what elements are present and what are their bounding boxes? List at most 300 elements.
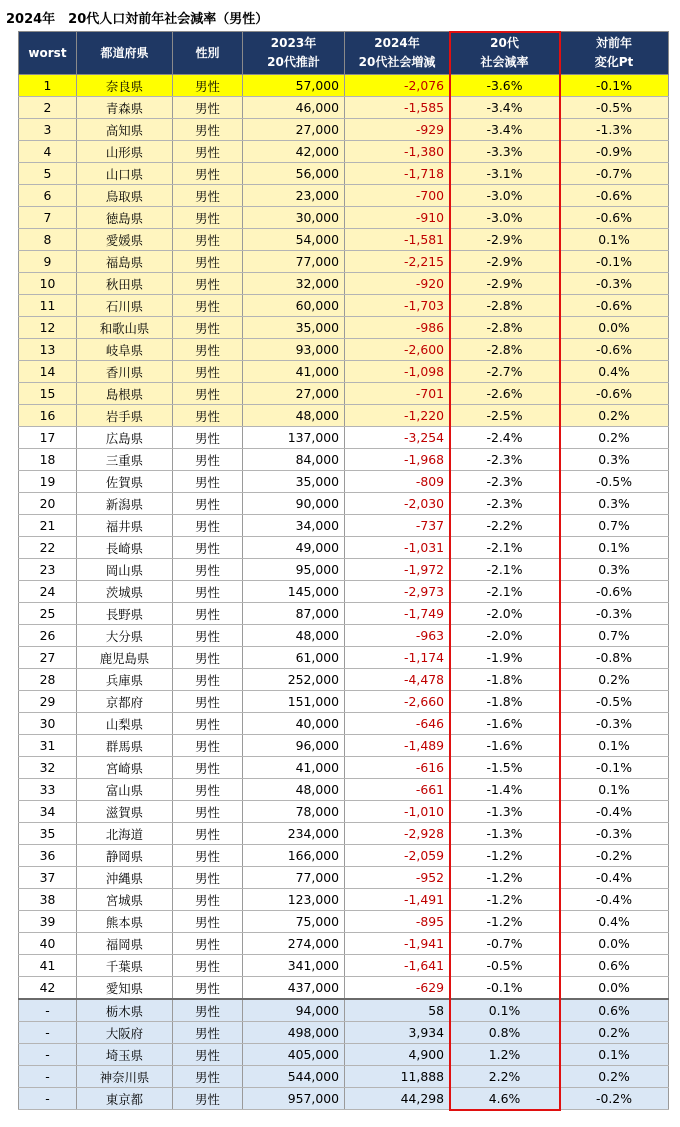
population-cell: 166,000 <box>243 845 345 867</box>
social-change-cell: -737 <box>345 515 450 537</box>
yoy-change-cell: 0.3% <box>560 493 669 515</box>
rate-cell: -2.5% <box>450 405 560 427</box>
prefecture-cell: 神奈川県 <box>77 1066 173 1088</box>
prefecture-cell: 山口県 <box>77 163 173 185</box>
sex-cell: 男性 <box>173 1044 243 1066</box>
rank-cell: - <box>19 1022 77 1044</box>
yoy-change-cell: -0.5% <box>560 471 669 493</box>
prefecture-cell: 群馬県 <box>77 735 173 757</box>
table-row <box>19 977 669 1000</box>
table-row <box>19 845 669 867</box>
rate-cell: -1.3% <box>450 823 560 845</box>
social-change-cell: -2,215 <box>345 251 450 273</box>
social-decrease-table <box>18 31 669 1110</box>
yoy-change-cell: 0.0% <box>560 977 669 1000</box>
table-row <box>19 1044 669 1066</box>
population-cell: 94,000 <box>243 999 345 1022</box>
population-cell: 437,000 <box>243 977 345 1000</box>
rate-cell: -2.1% <box>450 559 560 581</box>
social-change-cell: -1,174 <box>345 647 450 669</box>
rank-cell: 23 <box>19 559 77 581</box>
page-title: 2024年 20代人口対前年社会減率（男性） <box>6 12 269 27</box>
rank-cell: 24 <box>19 581 77 603</box>
population-cell: 87,000 <box>243 603 345 625</box>
prefecture-cell: 兵庫県 <box>77 669 173 691</box>
table-row <box>19 757 669 779</box>
col-header-rank: worst <box>19 32 77 75</box>
rank-cell: 22 <box>19 537 77 559</box>
yoy-change-cell: 0.6% <box>560 999 669 1022</box>
yoy-change-cell: 0.2% <box>560 405 669 427</box>
social-change-cell: -616 <box>345 757 450 779</box>
rate-cell: -2.1% <box>450 581 560 603</box>
rate-cell: -1.3% <box>450 801 560 823</box>
prefecture-cell: 宮城県 <box>77 889 173 911</box>
sex-cell: 男性 <box>173 515 243 537</box>
yoy-change-cell: -1.3% <box>560 119 669 141</box>
yoy-change-cell: 0.2% <box>560 1066 669 1088</box>
population-cell: 27,000 <box>243 383 345 405</box>
yoy-change-cell: -0.1% <box>560 75 669 97</box>
rate-cell: -1.6% <box>450 735 560 757</box>
social-change-cell: -700 <box>345 185 450 207</box>
social-change-cell: -1,098 <box>345 361 450 383</box>
yoy-change-cell: 0.2% <box>560 427 669 449</box>
prefecture-cell: 石川県 <box>77 295 173 317</box>
yoy-change-cell: -0.3% <box>560 823 669 845</box>
sex-cell: 男性 <box>173 1066 243 1088</box>
prefecture-cell: 鳥取県 <box>77 185 173 207</box>
social-change-cell: -646 <box>345 713 450 735</box>
table-row <box>19 955 669 977</box>
rank-cell: 30 <box>19 713 77 735</box>
social-change-cell: -4,478 <box>345 669 450 691</box>
table-row <box>19 185 669 207</box>
table-row <box>19 471 669 493</box>
rate-cell: -0.7% <box>450 933 560 955</box>
rank-cell: 26 <box>19 625 77 647</box>
rate-cell: -2.8% <box>450 295 560 317</box>
yoy-change-cell: -0.6% <box>560 295 669 317</box>
yoy-change-cell: 0.7% <box>560 625 669 647</box>
social-change-cell: -2,600 <box>345 339 450 361</box>
yoy-change-cell: -0.6% <box>560 339 669 361</box>
yoy-change-cell: -0.5% <box>560 691 669 713</box>
yoy-change-cell: -0.4% <box>560 867 669 889</box>
sex-cell: 男性 <box>173 647 243 669</box>
sex-cell: 男性 <box>173 933 243 955</box>
population-cell: 234,000 <box>243 823 345 845</box>
rank-cell: 19 <box>19 471 77 493</box>
yoy-change-cell: 0.0% <box>560 933 669 955</box>
table-row <box>19 493 669 515</box>
yoy-change-cell: 0.4% <box>560 361 669 383</box>
table-row <box>19 273 669 295</box>
rate-cell: 0.1% <box>450 999 560 1022</box>
sex-cell: 男性 <box>173 141 243 163</box>
population-cell: 56,000 <box>243 163 345 185</box>
population-cell: 84,000 <box>243 449 345 471</box>
prefecture-cell: 山梨県 <box>77 713 173 735</box>
table-row <box>19 405 669 427</box>
rank-cell: 31 <box>19 735 77 757</box>
table-row <box>19 295 669 317</box>
rank-cell: 4 <box>19 141 77 163</box>
rank-cell: 39 <box>19 911 77 933</box>
social-change-cell: -1,010 <box>345 801 450 823</box>
sex-cell: 男性 <box>173 1088 243 1110</box>
rate-cell: -2.1% <box>450 537 560 559</box>
prefecture-cell: 宮崎県 <box>77 757 173 779</box>
population-cell: 151,000 <box>243 691 345 713</box>
population-cell: 90,000 <box>243 493 345 515</box>
prefecture-cell: 長崎県 <box>77 537 173 559</box>
social-change-cell: -701 <box>345 383 450 405</box>
social-change-cell: 44,298 <box>345 1088 450 1110</box>
table-row <box>19 735 669 757</box>
yoy-change-cell: -0.6% <box>560 581 669 603</box>
rate-cell: -3.6% <box>450 75 560 97</box>
prefecture-cell: 千葉県 <box>77 955 173 977</box>
yoy-change-cell: -0.6% <box>560 185 669 207</box>
table-row <box>19 933 669 955</box>
table-row <box>19 229 669 251</box>
population-cell: 252,000 <box>243 669 345 691</box>
population-cell: 41,000 <box>243 361 345 383</box>
yoy-change-cell: 0.1% <box>560 229 669 251</box>
rank-cell: 37 <box>19 867 77 889</box>
rate-cell: -2.3% <box>450 449 560 471</box>
population-cell: 274,000 <box>243 933 345 955</box>
rate-cell: -2.2% <box>450 515 560 537</box>
population-cell: 40,000 <box>243 713 345 735</box>
sex-cell: 男性 <box>173 559 243 581</box>
rank-cell: 7 <box>19 207 77 229</box>
social-change-cell: -1,585 <box>345 97 450 119</box>
population-cell: 42,000 <box>243 141 345 163</box>
table-row <box>19 581 669 603</box>
rate-cell: -1.2% <box>450 911 560 933</box>
prefecture-cell: 福井県 <box>77 515 173 537</box>
sex-cell: 男性 <box>173 185 243 207</box>
yoy-change-cell: 0.2% <box>560 669 669 691</box>
sex-cell: 男性 <box>173 801 243 823</box>
yoy-change-cell: -0.9% <box>560 141 669 163</box>
population-cell: 145,000 <box>243 581 345 603</box>
col-header-sex: 性別 <box>173 32 243 75</box>
rate-cell: -1.4% <box>450 779 560 801</box>
sex-cell: 男性 <box>173 779 243 801</box>
table-row <box>19 1088 669 1110</box>
sex-cell: 男性 <box>173 207 243 229</box>
social-change-cell: -1,941 <box>345 933 450 955</box>
rate-cell: -0.5% <box>450 955 560 977</box>
table-row <box>19 361 669 383</box>
sex-cell: 男性 <box>173 977 243 1000</box>
population-cell: 35,000 <box>243 317 345 339</box>
sex-cell: 男性 <box>173 361 243 383</box>
social-change-cell: -952 <box>345 867 450 889</box>
rank-cell: 2 <box>19 97 77 119</box>
table-row <box>19 1022 669 1044</box>
rate-cell: -1.5% <box>450 757 560 779</box>
social-change-cell: -929 <box>345 119 450 141</box>
yoy-change-cell: 0.1% <box>560 537 669 559</box>
prefecture-cell: 静岡県 <box>77 845 173 867</box>
rate-cell: -2.8% <box>450 339 560 361</box>
prefecture-cell: 奈良県 <box>77 75 173 97</box>
rank-cell: 36 <box>19 845 77 867</box>
social-change-cell: -3,254 <box>345 427 450 449</box>
table-row <box>19 889 669 911</box>
table-row <box>19 779 669 801</box>
sex-cell: 男性 <box>173 867 243 889</box>
table-row <box>19 691 669 713</box>
yoy-change-cell: -0.3% <box>560 273 669 295</box>
table-row <box>19 713 669 735</box>
population-cell: 95,000 <box>243 559 345 581</box>
sex-cell: 男性 <box>173 889 243 911</box>
population-cell: 60,000 <box>243 295 345 317</box>
rank-cell: 12 <box>19 317 77 339</box>
rank-cell: 10 <box>19 273 77 295</box>
social-change-cell: -986 <box>345 317 450 339</box>
rate-cell: -1.2% <box>450 889 560 911</box>
table-row <box>19 559 669 581</box>
sex-cell: 男性 <box>173 251 243 273</box>
sex-cell: 男性 <box>173 493 243 515</box>
sex-cell: 男性 <box>173 669 243 691</box>
sex-cell: 男性 <box>173 955 243 977</box>
social-change-cell: -2,076 <box>345 75 450 97</box>
prefecture-cell: 福島県 <box>77 251 173 273</box>
social-change-cell: -1,220 <box>345 405 450 427</box>
social-change-cell: 58 <box>345 999 450 1022</box>
table-row <box>19 625 669 647</box>
rate-cell: -2.3% <box>450 493 560 515</box>
rate-cell: 2.2% <box>450 1066 560 1088</box>
table-row <box>19 427 669 449</box>
social-change-cell: 4,900 <box>345 1044 450 1066</box>
social-change-cell: -2,973 <box>345 581 450 603</box>
population-cell: 27,000 <box>243 119 345 141</box>
yoy-change-cell: 0.2% <box>560 1022 669 1044</box>
rate-cell: -2.0% <box>450 603 560 625</box>
prefecture-cell: 新潟県 <box>77 493 173 515</box>
prefecture-cell: 岐阜県 <box>77 339 173 361</box>
rank-cell: 28 <box>19 669 77 691</box>
prefecture-cell: 岡山県 <box>77 559 173 581</box>
rank-cell: 6 <box>19 185 77 207</box>
sex-cell: 男性 <box>173 823 243 845</box>
population-cell: 49,000 <box>243 537 345 559</box>
social-change-cell: -910 <box>345 207 450 229</box>
yoy-change-cell: 0.3% <box>560 559 669 581</box>
sex-cell: 男性 <box>173 295 243 317</box>
prefecture-cell: 秋田県 <box>77 273 173 295</box>
social-change-cell: -1,489 <box>345 735 450 757</box>
population-cell: 46,000 <box>243 97 345 119</box>
table-row <box>19 669 669 691</box>
table-row <box>19 1066 669 1088</box>
prefecture-cell: 京都府 <box>77 691 173 713</box>
sex-cell: 男性 <box>173 273 243 295</box>
sex-cell: 男性 <box>173 625 243 647</box>
social-change-cell: -661 <box>345 779 450 801</box>
rank-cell: 8 <box>19 229 77 251</box>
sex-cell: 男性 <box>173 713 243 735</box>
social-change-cell: -1,380 <box>345 141 450 163</box>
rank-cell: 35 <box>19 823 77 845</box>
prefecture-cell: 愛知県 <box>77 977 173 1000</box>
rate-cell: 1.2% <box>450 1044 560 1066</box>
yoy-change-cell: -0.7% <box>560 163 669 185</box>
rank-cell: - <box>19 1066 77 1088</box>
population-cell: 48,000 <box>243 625 345 647</box>
rate-cell: -2.4% <box>450 427 560 449</box>
sex-cell: 男性 <box>173 471 243 493</box>
prefecture-cell: 滋賀県 <box>77 801 173 823</box>
yoy-change-cell: -0.5% <box>560 97 669 119</box>
rank-cell: 27 <box>19 647 77 669</box>
population-cell: 544,000 <box>243 1066 345 1088</box>
prefecture-cell: 北海道 <box>77 823 173 845</box>
rate-cell: -2.8% <box>450 317 560 339</box>
yoy-change-cell: 0.1% <box>560 735 669 757</box>
social-change-cell: 3,934 <box>345 1022 450 1044</box>
yoy-change-cell: 0.7% <box>560 515 669 537</box>
prefecture-cell: 茨城県 <box>77 581 173 603</box>
social-change-cell: -2,059 <box>345 845 450 867</box>
rank-cell: 17 <box>19 427 77 449</box>
col-header-social-decrease-rate: 20代 社会減率 <box>450 32 560 75</box>
rank-cell: 14 <box>19 361 77 383</box>
prefecture-cell: 香川県 <box>77 361 173 383</box>
population-cell: 61,000 <box>243 647 345 669</box>
rank-cell: 21 <box>19 515 77 537</box>
sex-cell: 男性 <box>173 735 243 757</box>
rate-cell: -3.3% <box>450 141 560 163</box>
prefecture-cell: 山形県 <box>77 141 173 163</box>
yoy-change-cell: 0.1% <box>560 1044 669 1066</box>
prefecture-cell: 大分県 <box>77 625 173 647</box>
prefecture-cell: 大阪府 <box>77 1022 173 1044</box>
table-row <box>19 515 669 537</box>
rate-cell: -2.0% <box>450 625 560 647</box>
rank-cell: 3 <box>19 119 77 141</box>
rate-cell: -1.6% <box>450 713 560 735</box>
sex-cell: 男性 <box>173 97 243 119</box>
yoy-change-cell: -0.4% <box>560 801 669 823</box>
sex-cell: 男性 <box>173 427 243 449</box>
table-header <box>19 32 669 75</box>
table-row <box>19 317 669 339</box>
population-cell: 93,000 <box>243 339 345 361</box>
population-cell: 957,000 <box>243 1088 345 1110</box>
table-row <box>19 801 669 823</box>
prefecture-cell: 広島県 <box>77 427 173 449</box>
population-cell: 41,000 <box>243 757 345 779</box>
population-cell: 77,000 <box>243 251 345 273</box>
rank-cell: 38 <box>19 889 77 911</box>
prefecture-cell: 徳島県 <box>77 207 173 229</box>
sex-cell: 男性 <box>173 163 243 185</box>
population-cell: 341,000 <box>243 955 345 977</box>
rank-cell: 15 <box>19 383 77 405</box>
social-change-cell: -2,660 <box>345 691 450 713</box>
rank-cell: 13 <box>19 339 77 361</box>
prefecture-cell: 高知県 <box>77 119 173 141</box>
prefecture-cell: 和歌山県 <box>77 317 173 339</box>
prefecture-cell: 佐賀県 <box>77 471 173 493</box>
prefecture-cell: 栃木県 <box>77 999 173 1022</box>
table-body <box>19 75 669 1110</box>
population-cell: 23,000 <box>243 185 345 207</box>
social-change-cell: -2,928 <box>345 823 450 845</box>
sex-cell: 男性 <box>173 383 243 405</box>
yoy-change-cell: -0.1% <box>560 757 669 779</box>
prefecture-cell: 埼玉県 <box>77 1044 173 1066</box>
population-cell: 78,000 <box>243 801 345 823</box>
yoy-change-cell: -0.8% <box>560 647 669 669</box>
sex-cell: 男性 <box>173 1022 243 1044</box>
social-change-cell: -1,581 <box>345 229 450 251</box>
rank-cell: 42 <box>19 977 77 1000</box>
rank-cell: 16 <box>19 405 77 427</box>
table-row <box>19 75 669 97</box>
population-cell: 34,000 <box>243 515 345 537</box>
prefecture-cell: 熊本県 <box>77 911 173 933</box>
yoy-change-cell: 0.0% <box>560 317 669 339</box>
prefecture-cell: 青森県 <box>77 97 173 119</box>
sex-cell: 男性 <box>173 449 243 471</box>
sex-cell: 男性 <box>173 845 243 867</box>
population-cell: 35,000 <box>243 471 345 493</box>
header-row <box>19 32 669 75</box>
table-row <box>19 97 669 119</box>
social-change-cell: -1,718 <box>345 163 450 185</box>
table-row <box>19 537 669 559</box>
sex-cell: 男性 <box>173 537 243 559</box>
yoy-change-cell: 0.6% <box>560 955 669 977</box>
rate-cell: -2.6% <box>450 383 560 405</box>
col-header-yoy-change: 対前年 変化Pt <box>560 32 669 75</box>
table-row <box>19 163 669 185</box>
population-cell: 96,000 <box>243 735 345 757</box>
rank-cell: 34 <box>19 801 77 823</box>
table-row <box>19 251 669 273</box>
yoy-change-cell: 0.3% <box>560 449 669 471</box>
rank-cell: 40 <box>19 933 77 955</box>
social-change-cell: -1,703 <box>345 295 450 317</box>
yoy-change-cell: -0.6% <box>560 383 669 405</box>
social-change-cell: -1,968 <box>345 449 450 471</box>
prefecture-cell: 福岡県 <box>77 933 173 955</box>
rank-cell: - <box>19 1044 77 1066</box>
population-cell: 48,000 <box>243 779 345 801</box>
rate-cell: -2.7% <box>450 361 560 383</box>
col-header-2023-population: 2023年 20代推計 <box>243 32 345 75</box>
col-header-2024-social-change: 2024年 20代社会増減 <box>345 32 450 75</box>
population-cell: 137,000 <box>243 427 345 449</box>
social-change-cell: -920 <box>345 273 450 295</box>
rate-cell: -1.2% <box>450 867 560 889</box>
sex-cell: 男性 <box>173 999 243 1022</box>
rate-cell: -3.4% <box>450 97 560 119</box>
prefecture-cell: 岩手県 <box>77 405 173 427</box>
sex-cell: 男性 <box>173 603 243 625</box>
social-change-cell: -2,030 <box>345 493 450 515</box>
